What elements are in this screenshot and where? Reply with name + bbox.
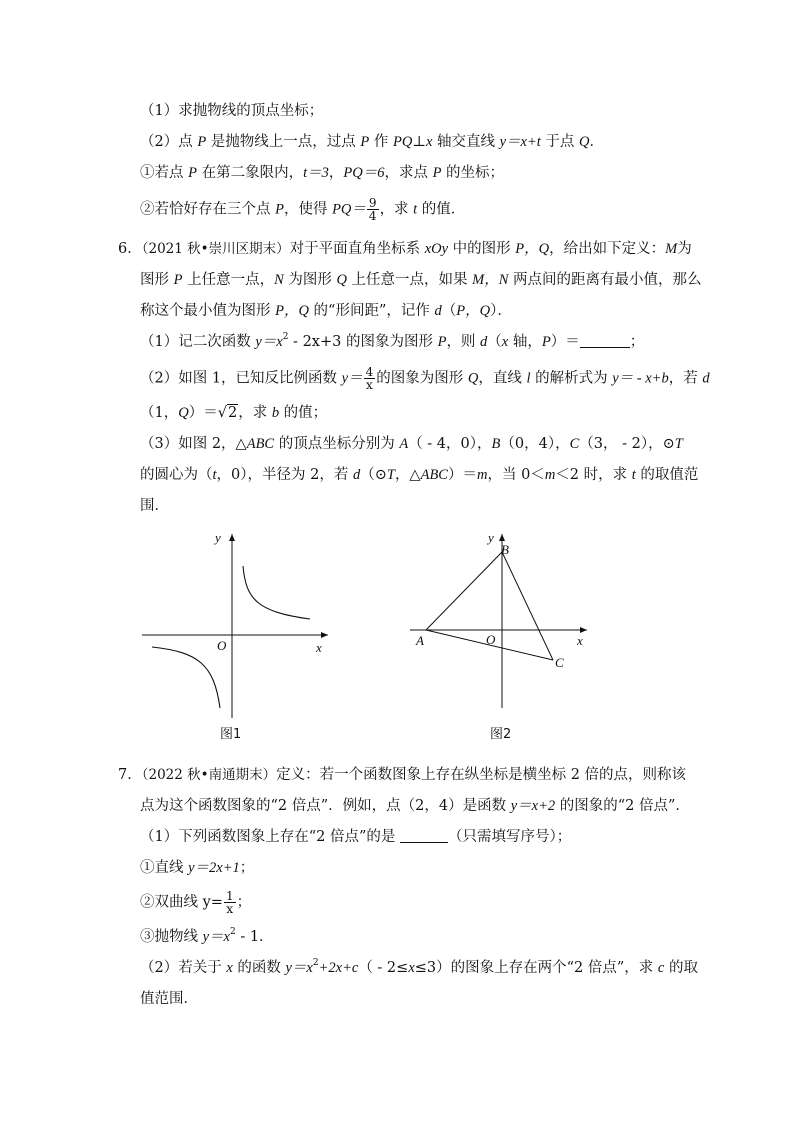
vertex-c-label: C bbox=[555, 655, 564, 670]
figure-1-caption: 图1 bbox=[220, 727, 242, 742]
fraction-9-4: $\frac{9}{4}$ bbox=[368, 196, 377, 223]
x-axis-label: x bbox=[316, 640, 322, 655]
q5-condition-1: ①若点 P 在第二象限内，t＝3，PQ＝6，求点 P 的坐标； bbox=[140, 165, 505, 181]
question-source: （2022 秋•南通期末） bbox=[141, 767, 277, 783]
vertex-a-label: A bbox=[416, 633, 424, 648]
fraction-4-x: $\frac{4}{x}$ bbox=[365, 365, 374, 392]
q6-sub-3-end: 围． bbox=[140, 498, 169, 514]
side-ab bbox=[426, 552, 502, 630]
q5-part2: （2）点 P 是抛物线上一点，过点 P 作 PQ⊥x 轴交直线 y＝x+t 于点 Q． bbox=[140, 134, 605, 150]
origin-label: O bbox=[217, 638, 227, 653]
q7-line-2: 点为这个函数图象的“2 倍点”．例如，点（2，4）是函数 y＝x+2 的图象的“2 倍点”． bbox=[140, 798, 690, 814]
y-axis-label: y bbox=[488, 530, 494, 545]
x-axis-label: x bbox=[577, 633, 583, 648]
figure-1-hyperbola bbox=[140, 528, 340, 718]
q6-line-1: 6．（2021 秋•崇川区期末）对于平面直角坐标系 xOy 中的图形 P，Q，给出如下定义：M为 bbox=[118, 241, 692, 257]
q6-line-3: 称这个最小值为图形 P，Q 的“形间距”，记作 d（P，Q）． bbox=[140, 303, 512, 319]
q5-part1: （1）求抛物线的顶点坐标； bbox=[140, 103, 324, 119]
q6-sub-1: （1）记二次函数 $y=x^2 - 2x+3$ 的图象为图形 P，则 d（x 轴，P）＝ ； bbox=[140, 332, 645, 350]
q5-condition-2: ②若恰好存在三个点 P，使得 PQ＝ $\frac{9}{4}$ ，求 t 的值． bbox=[140, 196, 466, 223]
answer-blank bbox=[580, 333, 630, 348]
hyperbola-branch-q3 bbox=[152, 647, 220, 708]
sqrt-2: 2 bbox=[227, 405, 238, 421]
origin-label: O bbox=[486, 632, 496, 647]
q7-sub-2: （2）若关于 x 的函数 $y=x^2+2x+c( - 2\le x\le 3)$的图象上存在两个“2 倍点”，求 c 的取 bbox=[140, 958, 698, 976]
q7-option-2: ②双曲线 y= $\frac{1}{x}$ ； bbox=[140, 889, 252, 916]
q7-option-3: ③抛物线 $y=x^2 - 1$． bbox=[140, 927, 274, 945]
answer-blank bbox=[400, 828, 448, 843]
question-number: 7． bbox=[118, 767, 142, 783]
y-axis-label: y bbox=[215, 530, 221, 545]
fraction-1-x: $\frac{1}{x}$ bbox=[225, 889, 234, 916]
figure-2-triangle bbox=[405, 528, 595, 718]
q7-sub-2-cont: 值范围． bbox=[140, 991, 198, 1007]
figure-2-caption: 图2 bbox=[490, 727, 512, 742]
hyperbola-branch-q1 bbox=[243, 566, 310, 619]
q6-sub-3: （3）如图 2，△ABC 的顶点坐标分别为 A（ - 4，0），B（0，4），C（3， - 2），⊙T bbox=[140, 436, 683, 452]
question-number: 6． bbox=[118, 241, 142, 257]
q6-line-2: 图形 P 上任意一点，N 为图形 Q 上任意一点，如果 M，N 两点间的距离有最小值，那么 bbox=[140, 272, 702, 288]
q6-sub-2: （2）如图 1，已知反比例函数 y＝ $\frac{4}{x}$ 的图象为图形 Q，直线 l 的解析式为 y＝ - x+b，若 d bbox=[140, 365, 710, 392]
q7-line-1: 7．（2022 秋•南通期末）定义：若一个函数图象上存在纵坐标是横坐标 2 倍的点，则称该 bbox=[118, 767, 687, 783]
q6-sub-2-cont: （1，Q）＝√2，求 b 的值； bbox=[140, 405, 328, 421]
question-source: （2021 秋•崇川区期末） bbox=[141, 241, 290, 257]
side-bc bbox=[502, 552, 553, 660]
q7-option-1: ①直线 y＝2x+1； bbox=[140, 860, 255, 876]
q6-sub-3-cont: 的圆心为（t，0），半径为 2，若 d（⊙T，△ABC）＝m，当 0＜m＜2 时，求 t 的取值范 bbox=[140, 467, 699, 483]
vertex-b-label: B bbox=[501, 542, 509, 557]
q7-sub-1: （1）下列函数图象上存在“2 倍点”的是 （只需填写序号）； bbox=[140, 829, 572, 845]
